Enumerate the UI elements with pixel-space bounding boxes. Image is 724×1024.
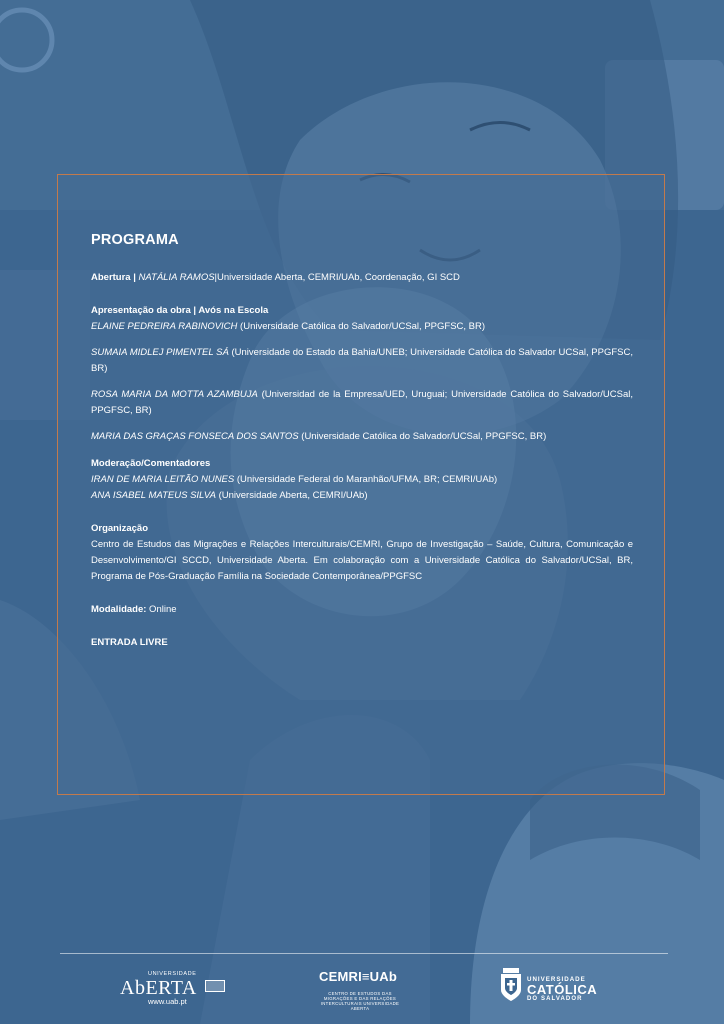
moderator-name: IRAN DE MARIA LEITÃO NUNES	[91, 474, 235, 485]
opening-name: NATÁLIA RAMOS	[138, 272, 215, 283]
organization-section	[91, 521, 633, 585]
modality-value: Online	[146, 604, 177, 615]
moderation-label: Moderação/Comentadores	[91, 458, 211, 469]
opening-separator: |	[130, 272, 139, 283]
opening-label: Abertura	[91, 272, 131, 283]
participant-1	[91, 319, 633, 335]
ucsal-line1: UNIVERSIDADE	[527, 976, 586, 983]
entry-section	[91, 635, 633, 651]
uab-bar-icon	[205, 980, 225, 992]
program-frame	[57, 174, 665, 795]
participant-affiliation: (Universidade do Estado da Bahia/UNEB; Universidade Católica do Salvador UCSal, PPGFSC, BR)	[91, 347, 633, 374]
participant-3	[91, 387, 633, 419]
participant-affiliation: (Universidade Católica do Salvador/UCSal, PPGFSC, BR)	[237, 321, 486, 332]
crest-icon	[500, 968, 522, 1002]
participant-name: ELAINE PEDREIRA RABINOVICH	[91, 321, 238, 332]
presentation-separator: |	[190, 305, 199, 316]
presentation-title: Avós na Escola	[198, 305, 269, 316]
program-heading: PROGRAMA	[91, 232, 179, 248]
organization-text: Centro de Estudos das Migrações e Relações Interculturais/CEMRI, Grupo de Investigação – Saúde, Cultura, Comunicação e Desenvolvimento/GI SCCD, Universidade Aberta. Em colaboração com a Universidade Católica do Salvador/UCSal, BR, Programa de Pós-Graduação Família na Sociedade Contemporânea/PPGFSC	[91, 539, 633, 582]
participant-name: ROSA MARIA DA MOTTA AZAMBUJA	[91, 389, 258, 400]
opening-affiliation: |Universidade Aberta, CEMRI/UAb, Coordenação, GI SCD	[214, 272, 460, 283]
modality-label: Modalidade:	[91, 604, 147, 615]
uab-small-text: UNIVERSIDADE	[148, 971, 197, 977]
uab-url: www.uab.pt	[148, 997, 187, 1006]
ucsal-logo	[500, 966, 610, 1006]
presentation-label: Apresentação da obra	[91, 305, 191, 316]
opening-section	[91, 270, 633, 286]
cemri-subtitle: CENTRO DE ESTUDOS DAS MIGRAÇÕES E DAS RELAÇÕES INTERCULTURAIS UNIVERSIDADE ABERTA	[320, 991, 400, 1011]
moderator-2	[91, 488, 633, 504]
moderator-affiliation: (Universidade Federal do Maranhão/UFMA, BR; CEMRI/UAb)	[234, 474, 498, 485]
ucsal-line3: DO SALVADOR	[527, 996, 583, 1002]
participant-name: SUMAIA MIDLEJ PIMENTEL SÁ	[91, 347, 229, 358]
presentation-section	[91, 303, 633, 445]
participant-affiliation: (Universidade Católica do Salvador/UCSal, PPGFSC, BR)	[298, 431, 547, 442]
moderation-section	[91, 456, 633, 504]
modality-section	[91, 602, 633, 618]
footer-divider	[60, 953, 668, 954]
uab-big-text: AbERTA	[120, 977, 197, 999]
moderator-name: ANA ISABEL MATEUS SILVA	[91, 490, 216, 501]
entry-label: ENTRADA LIVRE	[91, 637, 168, 648]
participant-affiliation: (Universidad de la Empresa/UED, Uruguai; Universidade Católica do Salvador/UCSal, PPGFSC, BR)	[91, 389, 634, 416]
participant-2	[91, 345, 633, 377]
cemri-title: CEMRI≡UAb	[319, 969, 397, 984]
moderator-1	[91, 472, 633, 488]
participant-name: MARIA DAS GRAÇAS FONSECA DOS SANTOS	[91, 431, 299, 442]
participant-4	[91, 429, 633, 445]
cemri-logo	[314, 969, 414, 1017]
organization-label: Organização	[91, 523, 149, 534]
ucsal-line2: CATÓLICA	[527, 982, 598, 997]
universidade-aberta-logo	[120, 969, 230, 1009]
moderator-affiliation: (Universidade Aberta, CEMRI/UAb)	[215, 490, 368, 501]
